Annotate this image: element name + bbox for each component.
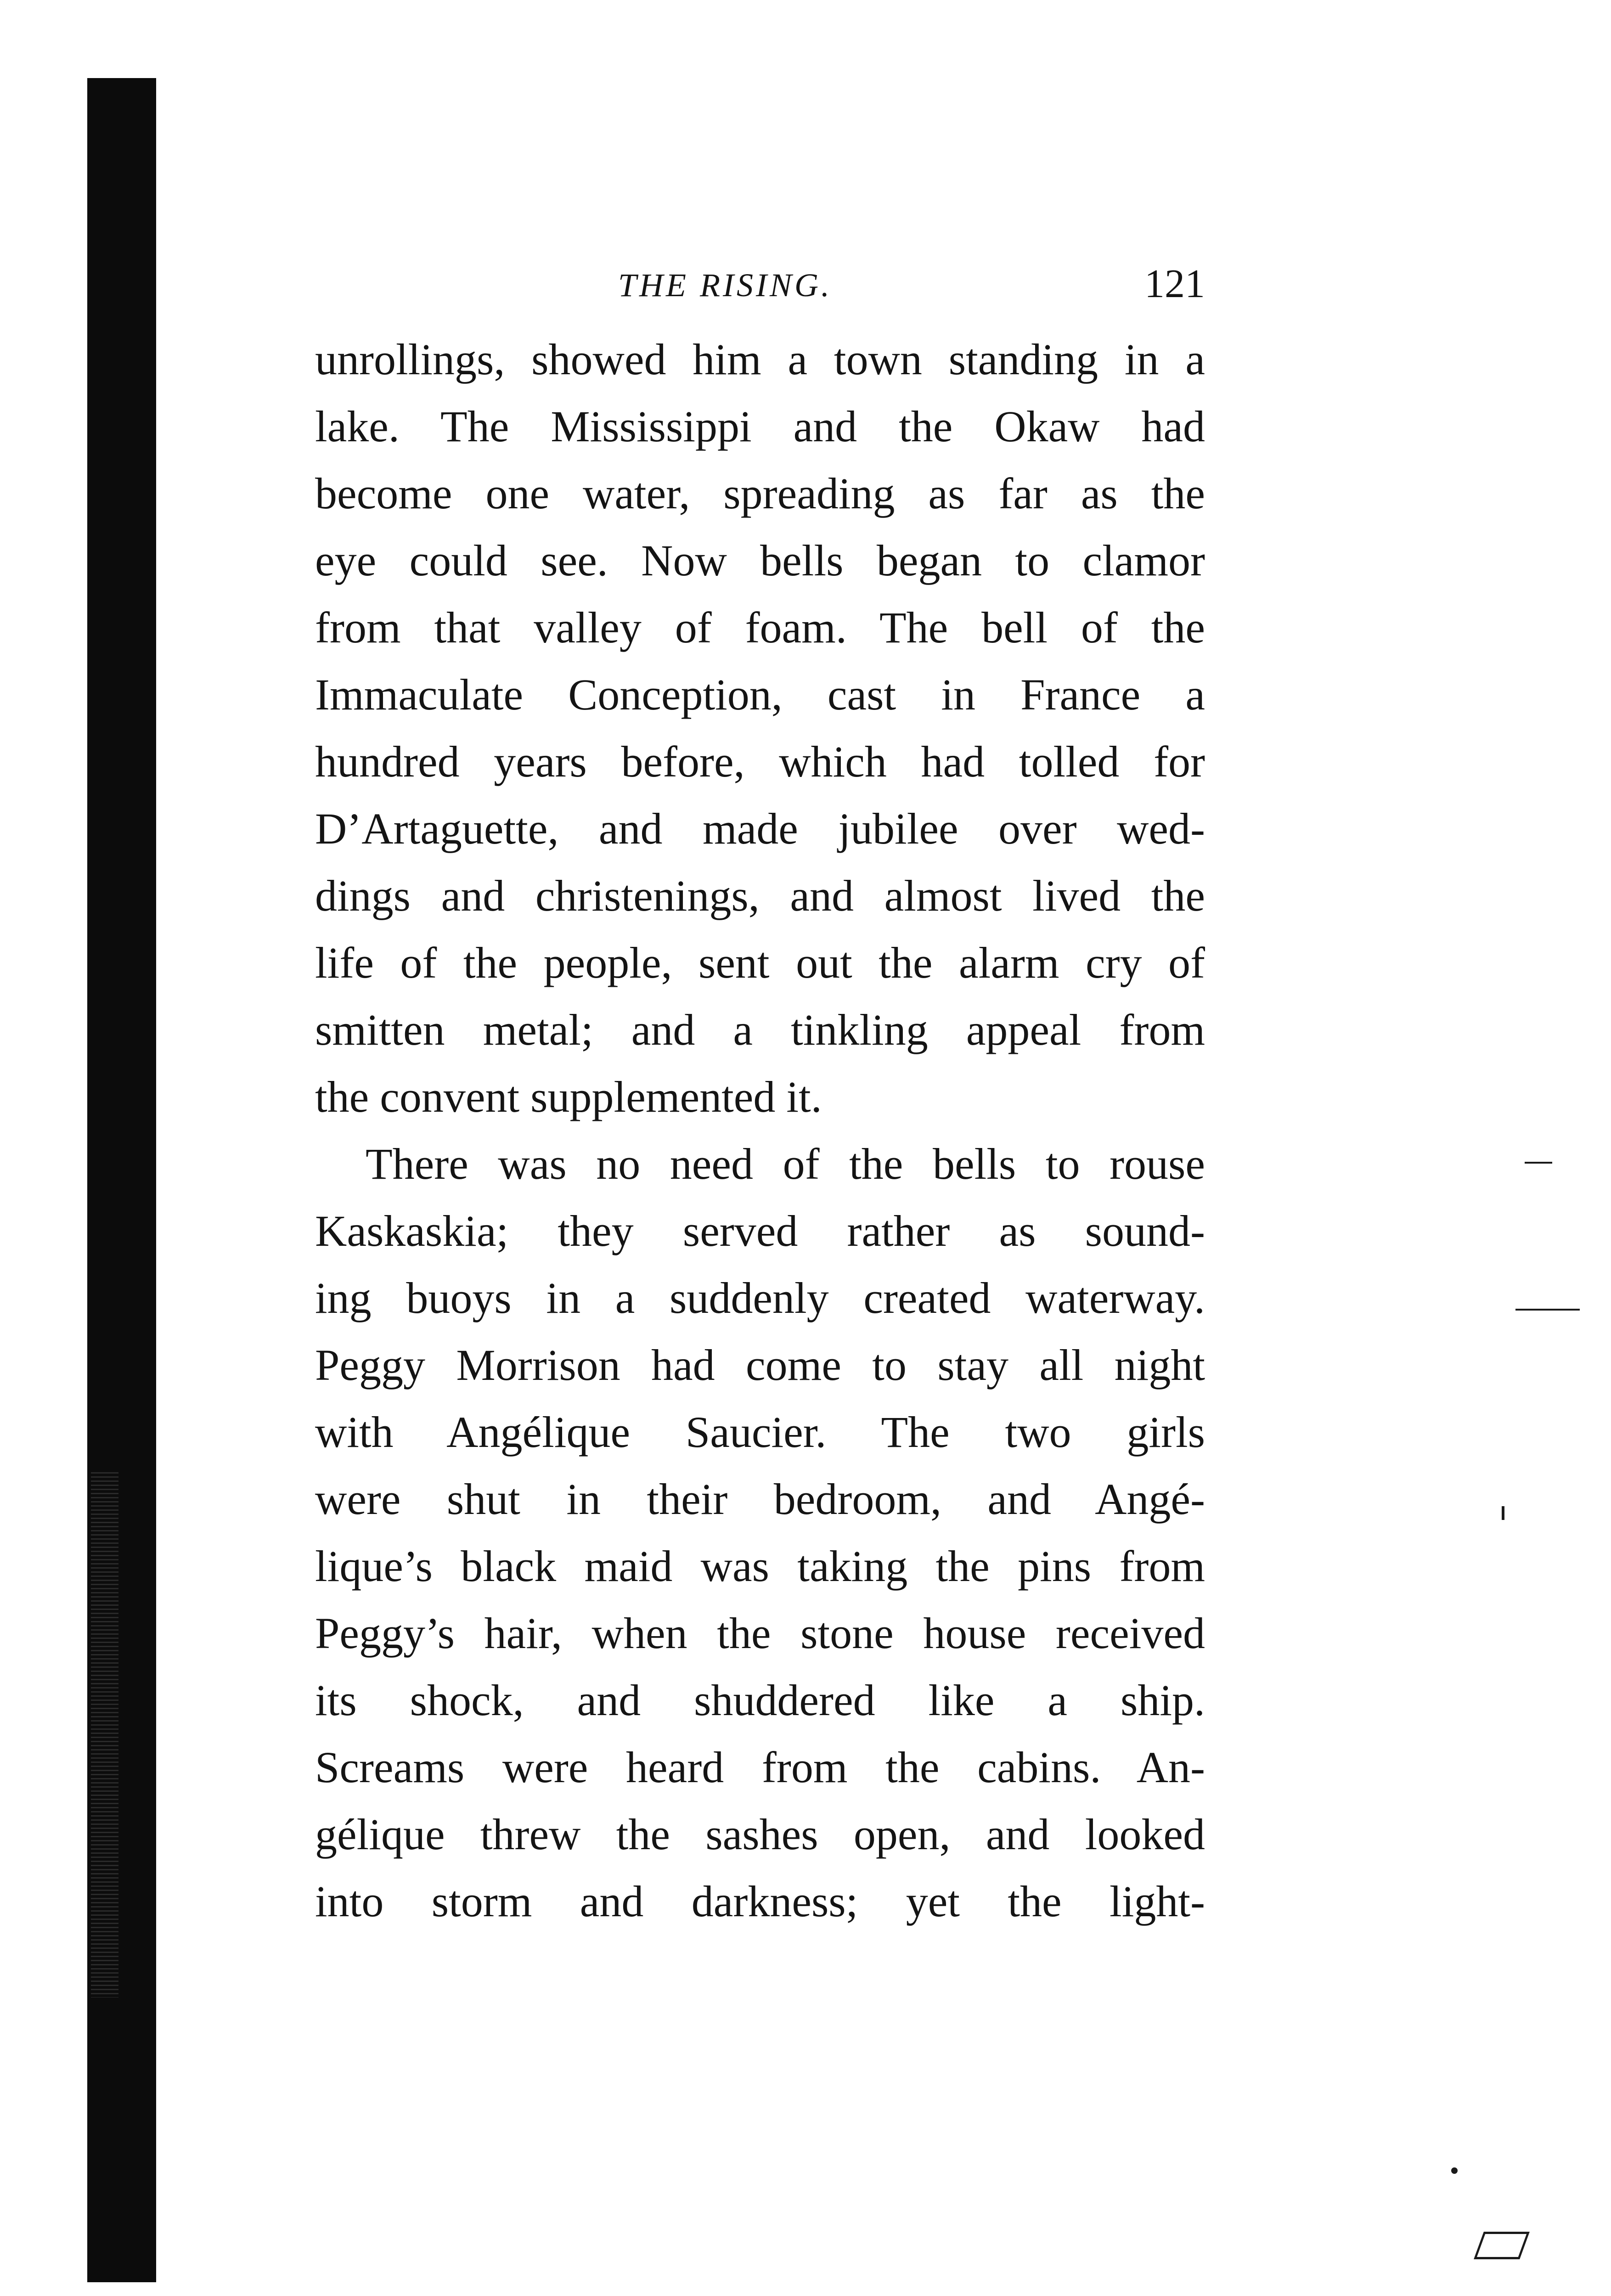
text-line: the convent supplemented it. bbox=[315, 1072, 822, 1121]
text-line: Peggy’s hair, when the stone house received bbox=[315, 1609, 1205, 1658]
paragraph-2 bbox=[315, 1131, 1205, 1935]
running-title: THE RISING. bbox=[618, 267, 832, 304]
spine-texture bbox=[91, 1469, 118, 1998]
paragraph-1 bbox=[315, 326, 1205, 1131]
text-line: Kaskaskia; they served rather as sound- bbox=[315, 1206, 1205, 1255]
text-line: into storm and darkness; yet the light- bbox=[315, 1877, 1205, 1926]
page-number: 121 bbox=[1144, 262, 1205, 306]
text-line: ing buoys in a suddenly created waterway. bbox=[315, 1273, 1205, 1322]
text-line: Peggy Morrison had come to stay all night bbox=[315, 1340, 1205, 1390]
margin-mark bbox=[1502, 1506, 1504, 1520]
text-line: dings and christenings, and almost lived the bbox=[315, 871, 1205, 920]
text-line: Screams were heard from the cabins. An- bbox=[315, 1743, 1205, 1792]
text-line: its shock, and shuddered like a ship. bbox=[315, 1676, 1205, 1725]
margin-mark bbox=[1474, 2232, 1530, 2259]
text-line: gélique threw the sashes open, and looked bbox=[315, 1810, 1205, 1859]
text-line: hundred years before, which had tolled for bbox=[315, 737, 1205, 786]
text-line: with Angélique Saucier. The two girls bbox=[315, 1407, 1205, 1457]
running-head bbox=[315, 257, 1205, 326]
text-line: from that valley of foam. The bell of the bbox=[315, 603, 1205, 652]
text-line: life of the people, sent out the alarm cry of bbox=[315, 938, 1205, 987]
text-line: There was no need of the bells to rouse bbox=[366, 1139, 1205, 1188]
margin-mark bbox=[1515, 1309, 1580, 1311]
text-line: Immaculate Conception, cast in France a bbox=[315, 670, 1205, 719]
text-line: D’Artaguette, and made jubilee over wed- bbox=[315, 804, 1205, 853]
text-line: lake. The Mississippi and the Okaw had bbox=[315, 402, 1205, 451]
text-line: were shut in their bedroom, and Angé- bbox=[315, 1474, 1205, 1524]
margin-mark bbox=[1451, 2167, 1458, 2174]
text-line: smitten metal; and a tinkling appeal from bbox=[315, 1005, 1205, 1054]
text-line: eye could see. Now bells began to clamor bbox=[315, 536, 1205, 585]
text-line: unrollings, showed him a town standing in a bbox=[315, 335, 1205, 384]
text-line: become one water, spreading as far as the bbox=[315, 469, 1205, 518]
page-text-block bbox=[315, 257, 1205, 1935]
margin-mark bbox=[1525, 1162, 1552, 1164]
text-line: lique’s black maid was taking the pins from bbox=[315, 1542, 1205, 1591]
